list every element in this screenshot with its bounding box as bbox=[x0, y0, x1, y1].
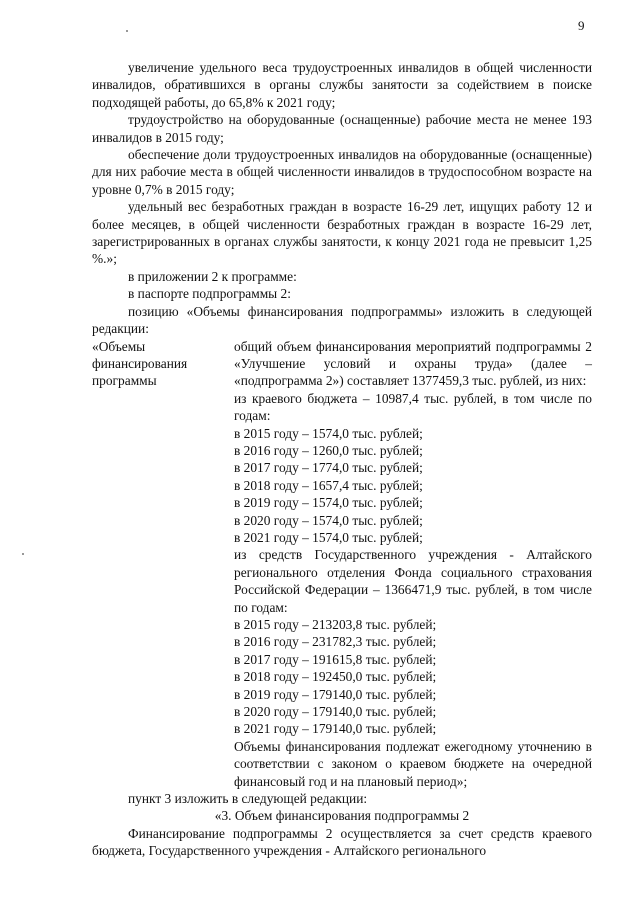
scan-speck bbox=[22, 553, 24, 555]
fund-intro: из средств Государственного учреждения - Алтайского регионального отделения Фонда социального страхования Российской Федерации – 1366471,9 тыс. рублей, в том числе по годам: bbox=[234, 547, 592, 615]
paragraph-position: позицию «Объемы финансирования подпрограммы» изложить в следующей редакции: bbox=[92, 303, 592, 337]
regional-budget-intro: из краевого бюджета – 10987,4 тыс. рублей, в том числе по годам: bbox=[234, 390, 592, 424]
regional-year-2018: в 2018 году – 1657,4 тыс. рублей; bbox=[234, 477, 423, 493]
section-heading: «3. Объем финансирования подпрограммы 2 bbox=[214, 808, 470, 824]
fund-year-2018: в 2018 году – 192450,0 тыс. рублей; bbox=[234, 669, 437, 685]
financing-table bbox=[92, 338, 592, 791]
paragraph-appendix-2: в приложении 2 к программе: bbox=[128, 268, 297, 284]
regional-year-2019: в 2019 году – 1574,0 тыс. рублей; bbox=[234, 495, 423, 511]
regional-year-2021: в 2021 году – 1574,0 тыс. рублей; bbox=[234, 529, 423, 545]
fund-year-2015: в 2015 году – 213203,8 тыс. рублей; bbox=[234, 617, 437, 632]
total-financing: общий объем финансирования мероприятий подпрограммы 2 «Улучшение условий и охраны труда» (далее – «подпрограмма 2») составляет 1377459,3 тыс. рублей, из них: bbox=[234, 338, 592, 389]
paragraph-share-0-7: обеспечение доли трудоустроенных инвалидов на оборудованные (оснащенные) для них рабочие места в общей численности инвалидов в трудоспособном возрасте на уровне 0,7% в 2015 году; bbox=[92, 147, 592, 197]
document-body bbox=[92, 59, 592, 860]
paragraph-employment-193: трудоустройство на оборудованные (оснащенные) рабочие места не менее 193 инвалидов в 2015 году; bbox=[92, 112, 592, 145]
fund-year-2021: в 2021 году – 179140,0 тыс. рублей; bbox=[234, 721, 437, 737]
fund-year-2016: в 2016 году – 231782,3 тыс. рублей; bbox=[234, 634, 437, 650]
financing-closing-note: Объемы финансирования подлежат ежегодному уточнению в соответствии с законом о краевом бюджете на очередной финансовый год и на плановый период»; bbox=[234, 738, 592, 789]
fund-year-2020: в 2020 году – 179140,0 тыс. рублей; bbox=[234, 704, 437, 720]
paragraph-youth-unemployment: удельный вес безработных граждан в возрасте 16-29 лет, ищущих работу 12 и более месяцев, в общей численности безработных граждан в возрасте 16-29 лет, зарегистрированных в органах службы занятости, к концу 2021 года не превысит 1,25 %.»; bbox=[92, 199, 592, 267]
regional-year-2017: в 2017 году – 1774,0 тыс. рублей; bbox=[234, 460, 423, 476]
page-number: 9 bbox=[578, 18, 585, 33]
regional-year-2020: в 2020 году – 1574,0 тыс. рублей; bbox=[234, 512, 423, 528]
paragraph-financing-sources: Финансирование подпрограммы 2 осуществляется за счет средств краевого бюджета, Государственного учреждения - Алтайского регионального bbox=[92, 825, 592, 859]
financing-table-label: «Объемы финансирования программы bbox=[92, 338, 188, 389]
regional-year-2015: в 2015 году – 1574,0 тыс. рублей; bbox=[234, 425, 423, 441]
regional-year-2016: в 2016 году – 1260,0 тыс. рублей; bbox=[234, 442, 423, 458]
paragraph-disabled-share: увеличение удельного веса трудоустроенных инвалидов в общей численности инвалидов, обратившихся в органы службы занятости за содействием в поиске подходящей работы, до 65,8% к 2021 году; bbox=[92, 60, 592, 110]
fund-year-2019: в 2019 году – 179140,0 тыс. рублей; bbox=[234, 686, 437, 702]
fund-year-2017: в 2017 году – 191615,8 тыс. рублей; bbox=[234, 651, 437, 667]
scan-speck bbox=[126, 30, 128, 32]
financing-table-content bbox=[234, 338, 592, 791]
paragraph-point-3: пункт 3 изложить в следующей редакции: bbox=[128, 791, 368, 807]
paragraph-passport: в паспорте подпрограммы 2: bbox=[128, 286, 291, 302]
